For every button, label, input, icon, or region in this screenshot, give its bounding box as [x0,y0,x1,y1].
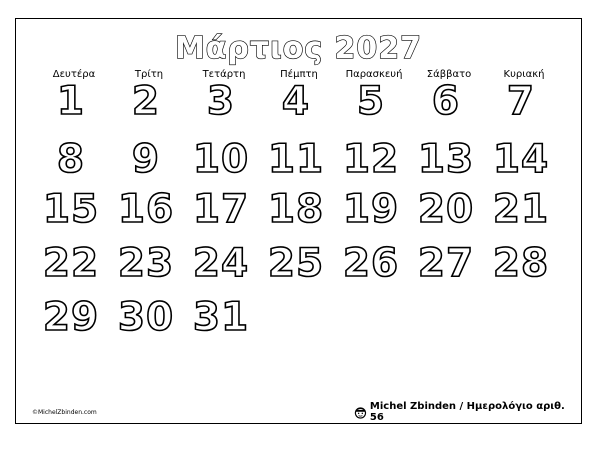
calendar-page [15,18,582,424]
day-cell: 22 [42,241,100,286]
day-cell: 7 [506,79,536,124]
day-cell: 31 [192,295,250,340]
day-cell: 5 [356,79,386,124]
day-cell: 14 [492,137,550,182]
day-cell: 30 [117,295,175,340]
weekday-thursday: Πέμπτη [280,69,318,80]
day-cell: 19 [342,187,400,232]
face-icon [354,406,367,419]
website-credit: ©MichelZbinden.com [32,409,97,416]
day-cell: 9 [131,137,161,182]
weekday-monday: Δευτέρα [52,69,96,80]
day-cell: 25 [267,241,325,286]
day-cell: 28 [492,241,550,286]
day-cell: 3 [206,79,236,124]
day-cell: 15 [42,187,100,232]
calendar-title: Μάρτιος 2027 [174,31,423,66]
author-line: Michel Zbinden / Ημερολόγιο αριθ. 56 [369,401,565,423]
day-cell: 24 [192,241,250,286]
weekday-wednesday: Τετάρτη [202,69,246,80]
weekday-tuesday: Τρίτη [134,69,164,80]
weekday-sunday: Κυριακή [503,69,545,80]
day-cell: 21 [492,187,550,232]
day-cell: 4 [281,79,311,124]
day-cell: 29 [42,295,100,340]
day-cell: 27 [417,241,475,286]
day-cell: 20 [417,187,475,232]
day-cell: 6 [431,79,461,124]
day-cell: 13 [417,137,475,182]
weekday-friday: Παρασκευή [345,69,403,80]
day-cell: 10 [192,137,250,182]
day-cell: 1 [56,79,86,124]
day-cell: 11 [267,137,325,182]
day-cell: 23 [117,241,175,286]
day-cell: 12 [342,137,400,182]
day-cell: 2 [131,79,161,124]
day-cell: 8 [56,137,86,182]
day-cell: 17 [192,187,250,232]
weekday-saturday: Σάββατο [426,69,472,80]
day-cell: 26 [342,241,400,286]
author-credit [354,401,581,423]
day-cell: 18 [267,187,325,232]
day-cell: 16 [117,187,175,232]
